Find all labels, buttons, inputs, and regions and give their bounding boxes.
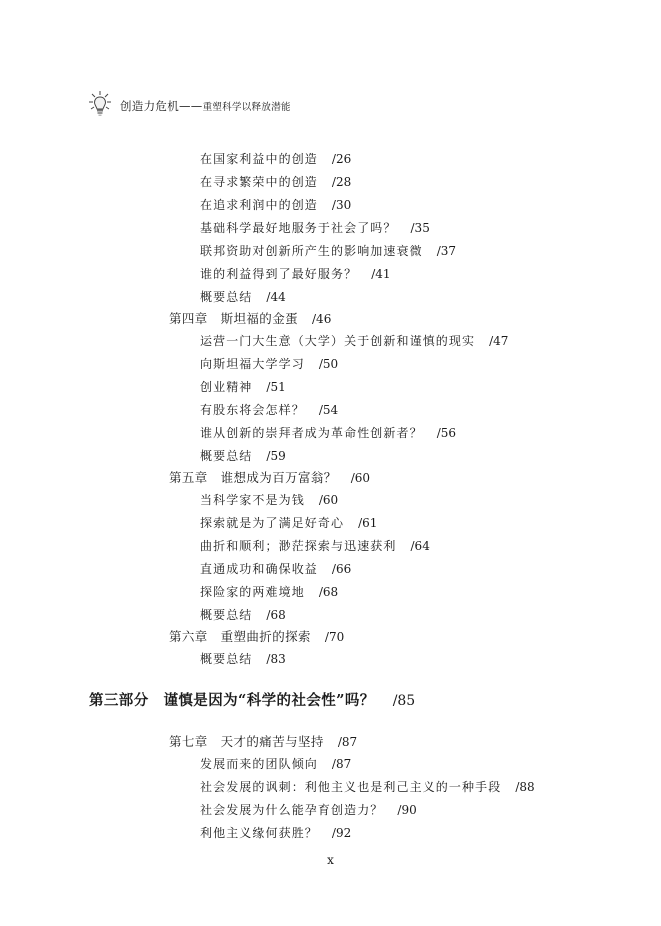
toc-entry-title: 基础科学最好地服务于社会了吗？	[200, 221, 397, 235]
toc-entry-page: /66	[331, 562, 352, 576]
toc-section	[200, 514, 377, 531]
toc-entry-page: /87	[337, 735, 358, 749]
toc-entry-title: 概要总结	[200, 608, 253, 622]
toc-section	[200, 447, 286, 464]
toc-entry-page: /60	[350, 471, 371, 485]
toc-section	[200, 355, 338, 372]
toc-entry-page: /41	[371, 267, 391, 281]
title-dash: ——	[179, 99, 203, 113]
toc-entry-title: 谁的利益得到了最好服务？	[200, 267, 358, 281]
toc-chapter	[169, 732, 357, 750]
toc-entry-title: 创业精神	[200, 380, 253, 394]
toc-section	[200, 801, 417, 818]
toc-section	[200, 288, 286, 305]
toc-entry-page: /61	[358, 516, 378, 530]
toc-chapter	[169, 309, 331, 327]
toc-section	[200, 583, 338, 600]
toc-section	[200, 650, 286, 667]
toc-entry-title: 第六章 重塑曲折的探索	[169, 629, 311, 644]
toc-entry-page: /59	[266, 449, 286, 463]
toc-section	[200, 265, 391, 282]
toc-section	[200, 560, 351, 577]
toc-entry-title: 谁从创新的崇拜者成为革命性创新者？	[200, 426, 423, 440]
toc-entry-page: /88	[515, 780, 535, 794]
toc-section	[200, 332, 508, 349]
toc-section	[200, 401, 338, 418]
toc-entry-title: 概要总结	[200, 449, 253, 463]
toc-entry-page: /37	[436, 244, 457, 258]
toc-entry-title: 有股东将会怎样？	[200, 403, 305, 417]
toc-entry-title: 第四章 斯坦福的金蛋	[169, 311, 299, 326]
toc-entry-page: /28	[331, 175, 352, 189]
toc-entry-title: 第五章 谁想成为百万富翁？	[169, 470, 337, 485]
toc-entry-title: 在寻求繁荣中的创造	[200, 175, 318, 189]
toc-entry-page: /54	[318, 403, 339, 417]
toc-entry-title: 社会发展的讽刺：利他主义也是利己主义的一种手段	[200, 780, 502, 794]
toc-entry-page: /60	[318, 493, 339, 507]
toc-entry-page: /68	[318, 585, 339, 599]
toc-chapter	[169, 627, 344, 645]
toc-section	[200, 242, 456, 259]
toc-section	[200, 491, 338, 508]
running-header-title	[120, 98, 291, 114]
toc-section	[200, 778, 535, 795]
toc-entry-page: /64	[410, 539, 430, 553]
toc-entry-title: 联邦资助对创新所产生的影响加速衰微	[200, 244, 423, 258]
toc-entry-title: 运营一门大生意（大学）关于创新和谨慎的现实	[200, 334, 476, 348]
toc-section	[200, 537, 430, 554]
toc-entry-page: /92	[331, 826, 352, 840]
toc-entry-page: /50	[318, 357, 339, 371]
page-number: x	[327, 853, 334, 867]
toc-entry-page: /44	[266, 290, 286, 304]
toc-section	[200, 219, 430, 236]
toc-entry-page: /85	[392, 693, 416, 709]
toc-entry-title: 概要总结	[200, 290, 253, 304]
toc-section	[200, 606, 286, 623]
toc-entry-page: /35	[410, 221, 430, 235]
toc-entry-page: /70	[324, 630, 345, 644]
toc-entry-title: 探险家的两难境地	[200, 585, 305, 599]
toc-entry-title: 曲折和顺利；渺茫探索与迅速获利	[200, 539, 397, 553]
toc-section	[200, 150, 351, 167]
toc-entry-page: /68	[266, 608, 286, 622]
toc-entry-title: 在追求利润中的创造	[200, 198, 318, 212]
toc-part	[89, 689, 415, 710]
toc-entry-page: /83	[266, 652, 286, 666]
toc-entry-title: 当科学家不是为钱	[200, 493, 305, 507]
toc-section	[200, 424, 456, 441]
lightbulb-icon	[88, 88, 124, 124]
book-title: 创造力危机	[120, 99, 179, 113]
toc-entry-title: 发展而来的团队倾向	[200, 757, 318, 771]
toc-entry-page: /56	[436, 426, 457, 440]
toc-section	[200, 378, 286, 395]
toc-entry-title: 利他主义缘何获胜？	[200, 826, 318, 840]
toc-entry-title: 概要总结	[200, 652, 253, 666]
toc-entry-page: /87	[331, 757, 352, 771]
toc-entry-title: 第七章 天才的痛苦与坚持	[169, 734, 324, 749]
toc-entry-title: 第三部分 谨慎是因为“科学的社会性”吗？	[89, 692, 375, 709]
toc-entry-page: /51	[266, 380, 286, 394]
toc-section	[200, 196, 351, 213]
toc-entry-page: /47	[489, 334, 509, 348]
toc-entry-page: /26	[331, 152, 352, 166]
toc-entry-title: 社会发展为什么能孕育创造力？	[200, 803, 384, 817]
toc-entry-title: 直通成功和确保收益	[200, 562, 318, 576]
toc-entry-page: /90	[397, 803, 417, 817]
toc-entry-title: 在国家利益中的创造	[200, 152, 318, 166]
toc-section	[200, 824, 351, 841]
book-subtitle: 重塑科学以释放潜能	[202, 102, 291, 113]
toc-entry-title: 向斯坦福大学学习	[200, 357, 305, 371]
toc-chapter	[169, 468, 370, 486]
toc-entry-title: 探索就是为了满足好奇心	[200, 516, 345, 530]
toc-entry-page: /46	[312, 312, 332, 326]
toc-section	[200, 173, 351, 190]
toc-section	[200, 755, 351, 772]
toc-entry-page: /30	[331, 198, 352, 212]
